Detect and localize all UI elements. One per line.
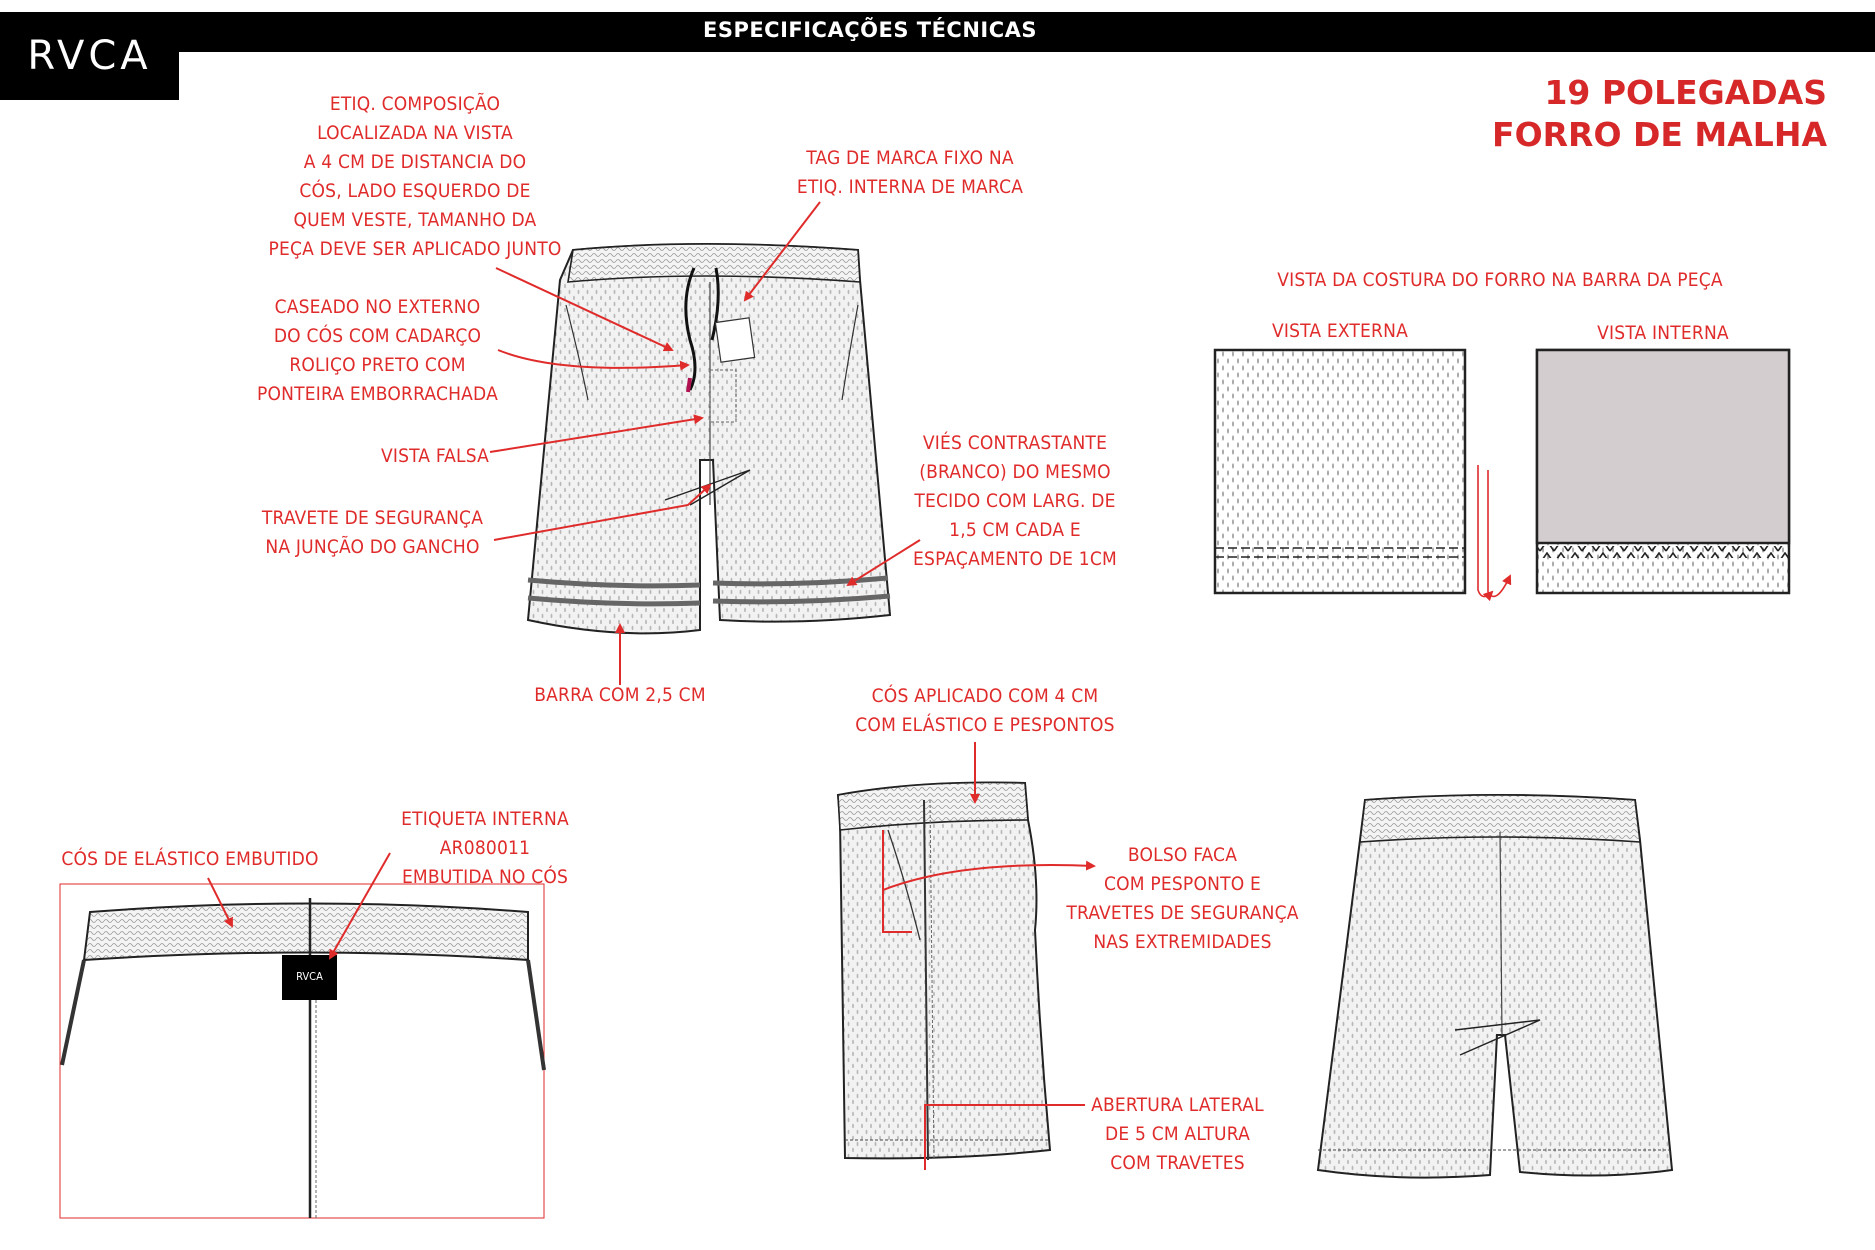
- lining-flow-arrows: [1478, 465, 1510, 597]
- waistband-detail-drawing: [60, 884, 544, 1218]
- callout-waistband-applied: CÓS APLICADO COM 4 CM COM ELÁSTICO E PESPONTOS: [855, 685, 1115, 736]
- product-length-title: 19 POLEGADAS: [1544, 73, 1827, 112]
- callout-side-vent: ABERTURA LATERAL DE 5 CM ALTURA COM TRAVETES: [1091, 1094, 1264, 1174]
- callout-brand-tag: TAG DE MARCA FIXO NA ETIQ. INTERNA DE MARCA: [796, 147, 1024, 198]
- callout-composition-label: ETIQ. COMPOSIÇÃO LOCALIZADA NA VISTA A 4 CM DE DISTANCIA DO CÓS, LADO ESQUERDO DE QUEM VESTE, TAMANHO DA PEÇA DEVE SER APLICADO JUNTO: [268, 93, 562, 260]
- callout-false-fly: VISTA FALSA: [380, 445, 490, 467]
- callout-contrast-binding: VIÉS CONTRASTANTE (BRANCO) DO MESMO TECIDO COM LARG. DE 1,5 CM CADA E ESPAÇAMENTO DE 1CM: [913, 432, 1117, 570]
- callout-bartack: TRAVETE DE SEGURANÇA NA JUNÇÃO DO GANCHO: [261, 507, 484, 558]
- lining-internal-view: [1537, 350, 1789, 593]
- back-view-shorts-drawing: [1318, 795, 1672, 1178]
- inner-tag-text: RVCA: [296, 970, 323, 983]
- lining-external-view: [1215, 350, 1465, 593]
- brand-logo-text: RVCA: [27, 33, 152, 79]
- header-title: ESPECIFICAÇÕES TÉCNICAS: [702, 18, 1038, 42]
- callout-pocket: BOLSO FACA COM PESPONTO E TRAVETES DE SEGURANÇA NAS EXTREMIDADES: [1066, 844, 1299, 953]
- callout-embedded-elastic: CÓS DE ELÁSTICO EMBUTIDO: [61, 848, 319, 870]
- lining-section-title: VISTA DA COSTURA DO FORRO NA BARRA DA PEÇA: [1277, 269, 1723, 291]
- external-view-label: VISTA EXTERNA: [1271, 320, 1409, 342]
- front-shorts-drawing: [528, 244, 890, 633]
- callout-hem: BARRA COM 2,5 CM: [534, 684, 706, 706]
- product-lining-title: FORRO DE MALHA: [1492, 115, 1827, 154]
- callout-inner-label: ETIQUETA INTERNA AR080011 EMBUTIDA NO CÓS: [401, 808, 569, 888]
- internal-view-label: VISTA INTERNA: [1597, 322, 1729, 344]
- callout-drawcord: CASEADO NO EXTERNO DO CÓS COM CADARÇO ROLIÇO PRETO COM PONTEIRA EMBORRACHADA: [257, 296, 498, 405]
- side-view-shorts-drawing: [838, 783, 1050, 1161]
